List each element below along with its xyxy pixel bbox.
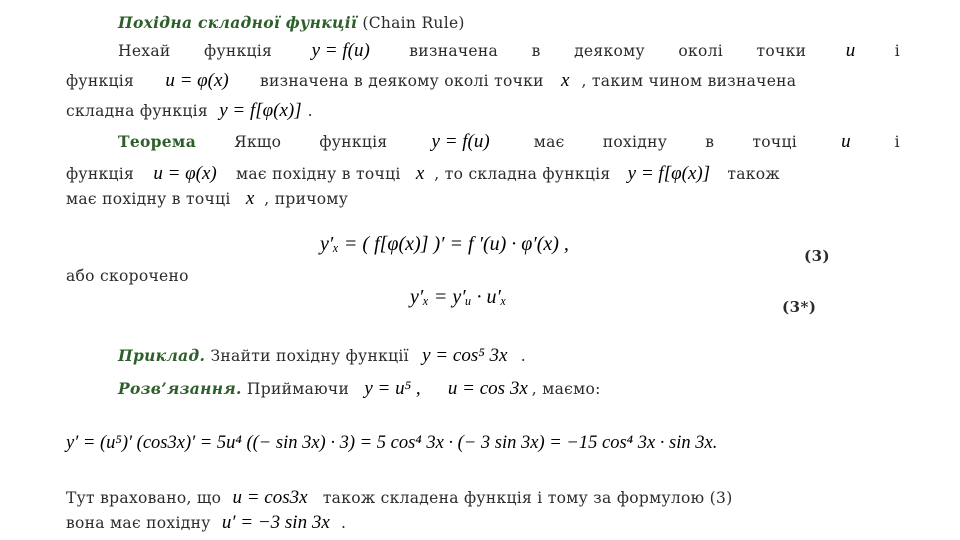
theorem-text: також — [727, 165, 780, 183]
formula-3-star — [410, 286, 507, 309]
page-title — [118, 13, 465, 32]
theorem-word: похідну — [602, 133, 668, 151]
example-text: . — [520, 347, 526, 365]
formula-inline: u — [841, 131, 851, 152]
intro-line-2 — [66, 70, 796, 92]
derivation-line — [66, 433, 717, 454]
theorem-label: Теорема — [118, 132, 197, 151]
example-text: Знайти похідну функції — [210, 347, 409, 365]
intro-word: визначена — [409, 42, 499, 60]
formula-inline: y = u⁵ , — [364, 378, 421, 399]
formula-inline: u = φ(x) — [165, 70, 229, 91]
theorem-text: , то складна функція — [434, 165, 611, 183]
example-label: Приклад. — [118, 346, 206, 365]
theorem-line-1 — [118, 131, 900, 153]
formula-inline: y = f(u) — [311, 40, 370, 61]
note-text: Тут враховано, що — [66, 489, 222, 507]
theorem-word: точці — [752, 133, 797, 151]
theorem-word: і — [894, 133, 900, 151]
formula-inline: u — [845, 40, 856, 61]
theorem-word: Якщо — [234, 133, 282, 151]
title-main: Похідна складної функції — [118, 13, 358, 32]
intro-word: деякому — [574, 42, 645, 60]
intro-text: , таким чином визначена — [581, 72, 797, 90]
formula-inline: y = cos⁵ 3x — [422, 345, 508, 366]
intro-line-3 — [66, 100, 313, 122]
intro-text: . — [307, 102, 313, 120]
intro-line-1 — [118, 40, 900, 62]
formula-inline: x — [245, 188, 255, 209]
short-form-label: або скорочено — [66, 267, 189, 285]
solution-label: Розв’язання. — [118, 379, 242, 398]
formula-inline: u′ = −3 sin 3x — [221, 512, 330, 533]
formula-display: y′ₓ = y′ᵤ · u′ₓ — [410, 286, 507, 308]
note-line-2 — [66, 512, 346, 534]
equation-number: (3*) — [782, 298, 817, 316]
intro-word: функція — [204, 42, 273, 60]
example-line — [118, 345, 526, 367]
intro-word: в — [531, 42, 541, 60]
intro-word: околі — [678, 42, 724, 60]
theorem-text: , причому — [264, 190, 349, 208]
formula-3 — [320, 233, 569, 256]
theorem-word: має — [533, 133, 565, 151]
theorem-word: функція — [319, 133, 388, 151]
intro-text: функція — [66, 72, 135, 90]
formula-inline: u = φ(x) — [153, 163, 217, 184]
intro-text: складна функція — [66, 102, 208, 120]
intro-text: визначена в деякому околі точки — [259, 72, 544, 90]
theorem-text: має похідну в точці — [66, 190, 231, 208]
formula-inline: u = cos3x — [232, 487, 308, 508]
intro-word: Нехай — [118, 42, 171, 60]
note-text: вона має похідну — [66, 514, 211, 532]
theorem-line-3 — [66, 188, 348, 210]
equation-number: (3) — [804, 247, 831, 265]
formula-inline: x — [415, 163, 425, 184]
solution-text: , маємо: — [531, 380, 601, 398]
formula-inline: u = cos 3x — [447, 378, 528, 399]
formula-display: y′ = (u⁵)′ (cos3x)′ = 5u⁴ ((− sin 3x) · 3) = 5 cos⁴ 3x · (− 3 sin 3x) = −15 cos⁴ 3x · sin 3x. — [66, 433, 718, 453]
intro-word: і — [894, 42, 900, 60]
note-text: . — [341, 514, 347, 532]
formula-inline: x — [561, 70, 570, 91]
title-sub: (Chain Rule) — [362, 14, 465, 32]
formula-inline: y = f[φ(x)] — [627, 163, 711, 184]
formula-inline: y = f(u) — [431, 131, 490, 152]
theorem-text: має похідну в точці — [235, 165, 401, 183]
theorem-word: в — [705, 133, 715, 151]
formula-inline: y = f[φ(x)] — [219, 100, 302, 121]
note-line-1 — [66, 487, 733, 509]
theorem-line-2 — [66, 163, 780, 185]
solution-text: Приймаючи — [246, 380, 350, 398]
note-text: також складена функція і тому за формулою (3) — [322, 489, 733, 507]
formula-display: y′ₓ = ( f[φ(x)] )′ = f ′(u) · φ′(x) , — [320, 233, 569, 255]
solution-line — [118, 378, 601, 400]
theorem-text: функція — [66, 165, 135, 183]
intro-word: точки — [756, 42, 807, 60]
